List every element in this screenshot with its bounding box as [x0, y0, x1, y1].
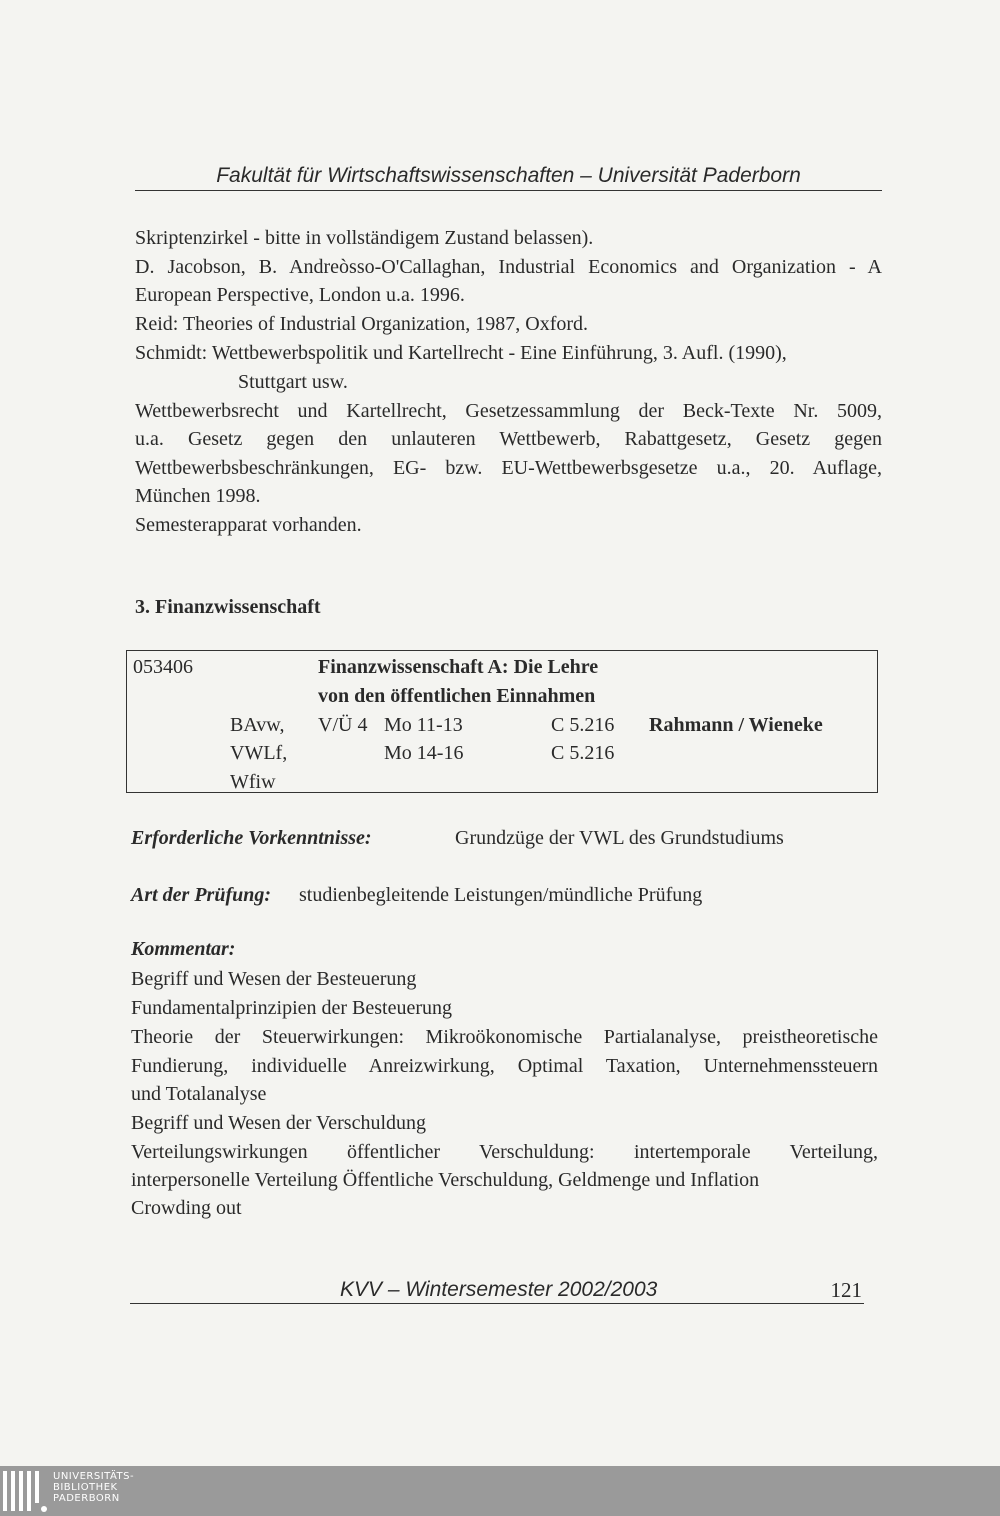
commentary-line: Verteilungswirkungen öffentlicher Verschuldung: intertemporale Verteilung,	[131, 1141, 878, 1163]
library-logo-text: UNIVERSITÄTS- BIBLIOTHEK PADERBORN	[53, 1471, 135, 1504]
course-program: BAvw,	[230, 714, 285, 736]
reference-line: Schmidt: Wettbewerbspolitik und Kartellrecht - Eine Einführung, 3. Aufl. (1990),	[135, 342, 787, 364]
commentary-line: interpersonelle Verteilung Öffentliche Verschuldung, Geldmenge und Inflation	[131, 1169, 760, 1191]
page-number: 121	[830, 1278, 862, 1302]
commentary-line: Fundamentalprinzipien der Besteuerung	[131, 997, 453, 1019]
library-bar	[0, 1466, 1000, 1516]
reference-line: European Perspective, London u.a. 1996.	[135, 284, 465, 306]
reference-line: Skriptenzirkel - bitte in vollständigem Zustand belassen).	[135, 227, 594, 249]
page-header: Fakultät für Wirtschaftswissenschaften – Universität Paderborn	[135, 162, 882, 191]
course-type: V/Ü 4	[318, 714, 368, 736]
reference-line: D. Jacobson, B. Andreòsso-O'Callaghan, Industrial Economics and Organization - A	[135, 256, 882, 278]
reference-line: Wettbewerbsrecht und Kartellrecht, Gesetzessammlung der Beck-Texte Nr. 5009,	[135, 400, 882, 422]
prerequisites-label: Erforderliche Vorkenntnisse:	[131, 827, 372, 849]
course-time: Mo 11-13	[384, 714, 463, 736]
reference-line: Semesterapparat vorhanden.	[135, 514, 362, 536]
course-title: von den öffentlichen Einnahmen	[318, 685, 596, 707]
exam-value: studienbegleitende Leistungen/mündliche Prüfung	[299, 884, 703, 906]
footer-title: KVV – Wintersemester 2002/2003	[340, 1278, 658, 1301]
course-program: VWLf,	[230, 742, 288, 764]
course-number: 053406	[133, 656, 193, 678]
prerequisites-value: Grundzüge der VWL des Grundstudiums	[455, 827, 784, 849]
section-title: 3. Finanzwissenschaft	[135, 596, 321, 618]
reference-line: u.a. Gesetz gegen den unlauteren Wettbewerb, Rabattgesetz, Gesetz gegen	[135, 428, 882, 450]
commentary-line: Theorie der Steuerwirkungen: Mikroökonomische Partialanalyse, preistheoretische	[131, 1026, 878, 1048]
reference-line: Reid: Theories of Industrial Organization, 1987, Oxford.	[135, 313, 589, 335]
course-box	[126, 650, 878, 793]
commentary-line: Begriff und Wesen der Besteuerung	[131, 968, 417, 990]
reference-line: Wettbewerbsbeschränkungen, EG- bzw. EU-Wettbewerbsgesetze u.a., 20. Auflage,	[135, 457, 882, 479]
library-logo-icon	[3, 1469, 47, 1513]
commentary-line: Begriff und Wesen der Verschuldung	[131, 1112, 426, 1134]
course-time: Mo 14-16	[384, 742, 464, 764]
commentary-line: Crowding out	[131, 1197, 242, 1219]
course-program: Wfiw	[230, 771, 276, 793]
page-footer	[130, 1277, 864, 1304]
commentary-line: und Totalanalyse	[131, 1083, 267, 1105]
exam-label: Art der Prüfung:	[131, 884, 272, 906]
course-lecturers: Rahmann / Wieneke	[649, 714, 823, 736]
commentary-label: Kommentar:	[131, 938, 236, 960]
course-title: Finanzwissenschaft A: Die Lehre	[318, 656, 599, 678]
course-room: C 5.216	[551, 742, 615, 764]
reference-line: München 1998.	[135, 485, 261, 507]
commentary-line: Fundierung, individuelle Anreizwirkung, Optimal Taxation, Unternehmenssteuern	[131, 1055, 878, 1077]
course-room: C 5.216	[551, 714, 615, 736]
reference-line: Stuttgart usw.	[238, 371, 348, 393]
